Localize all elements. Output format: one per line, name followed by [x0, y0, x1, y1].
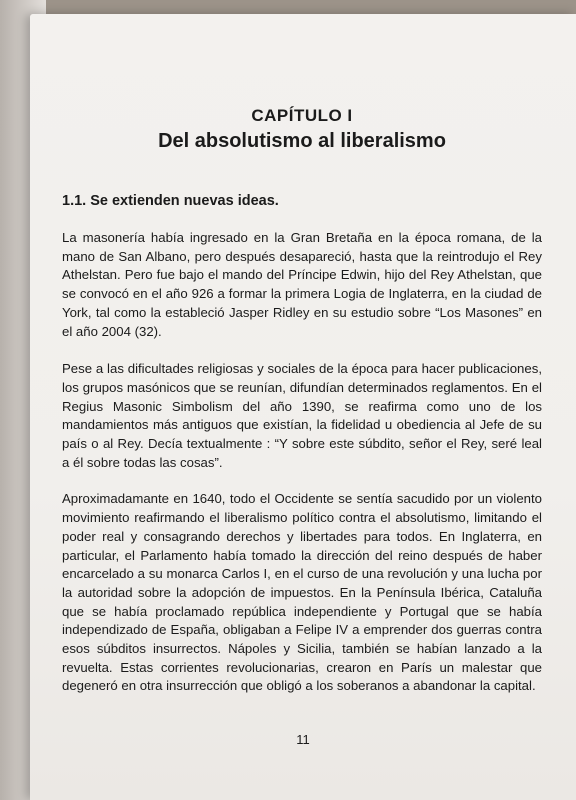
paragraph-1: La masonería había ingresado en la Gran Bretaña en la época romana, de la mano de San Albano, pero después desapareció, hasta que la reintrodujo el Rey Athelstan. Pero fue bajo el mando del Príncipe Edwin, hijo del Rey Athelstan, que se convocó en el año 926 a formar la primera Logia de Inglaterra, en la ciudad de York, tal como la estableció Jasper Ridley en su estudio sobre “Los Masones” en el año 2004 (32). — [62, 230, 542, 339]
chapter-title: Del absolutismo al liberalismo — [158, 130, 446, 152]
page-content — [62, 106, 542, 696]
page-number: 11 — [296, 732, 310, 747]
paragraph-3: Aproximadamante en 1640, todo el Occidente se sentía sacudido por un violento movimiento reafirmando el liberalismo político contra el absolutismo, limitando el poder real y consagrando derechos y libertades para todos. En Inglaterra, en particular, el Parlamento había tomado la dirección del reino después de haber encarcelado a su monarca Carlos I, en el curso de una revolución y una lucha por la autoridad sobre la adopción de impuestos. En la Península Ibérica, Cataluña que se había proclamado república independiente y Portugal que se había independizado de España, obligaban a Felipe IV a emprender dos guerras contra esos súbditos insurrectos. Nápoles y Sicilia, también se habían lanzado a la revuelta. Estas corrientes revolucionarias, crearon en París un malestar que degeneró en otra insurrección que obligó a los soberanos a abandonar la capital. — [62, 491, 542, 694]
chapter-label: CAPÍTULO I — [251, 106, 353, 125]
paragraph-2: Pese a las dificultades religiosas y sociales de la época para hacer publicaciones, los grupos masónicos que se reunían, difundían determinados reglamentos. En el Regius Masonic Simbolism del año 1390, se reafirma como uno de los mandamientos más antiguos que existían, la fidelidad u obediencia al Jefe de su país o al Rey. Decía textualmente : “Y sobre este súbdito, señor el Rey, seré leal a él sobre todas las cosas”. — [62, 361, 542, 470]
book-page — [30, 14, 576, 800]
section-title: 1.1. Se extienden nuevas ideas. — [62, 193, 279, 209]
